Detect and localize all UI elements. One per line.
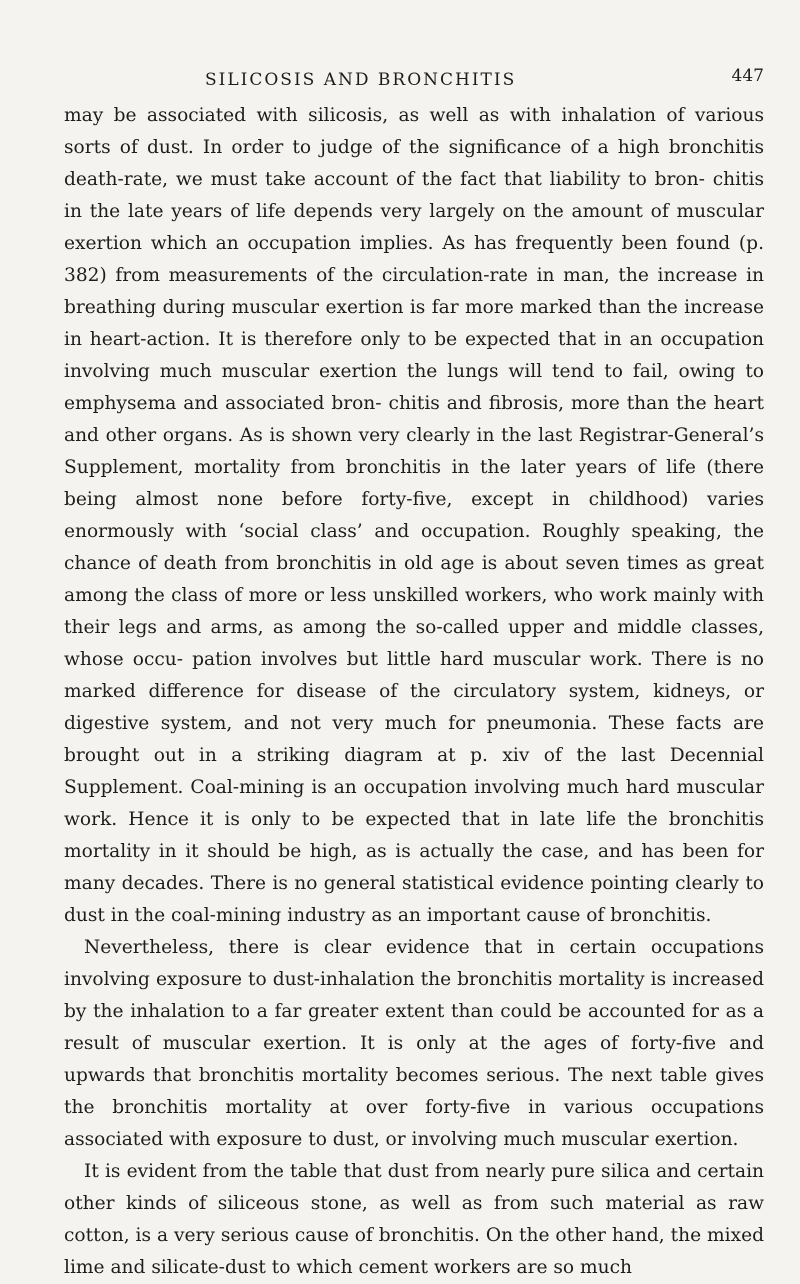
body-text	[64, 100, 764, 1284]
running-head	[64, 66, 764, 94]
running-title: SILICOSIS AND BRONCHITIS	[205, 70, 517, 90]
page-number: 447	[731, 66, 764, 86]
paragraph: Nevertheless, there is clear evidence that in certain occupations involving exposure to dust-inhalation the bronchitis mortality is increased by the inhalation to a far greater extent than could be accounted for as a result of muscular exertion. It is only at the ages of forty-five and upwards that bronchitis mortality becomes serious. The next table gives the bronchitis mortality at over forty-five in various occupations associated with exposure to dust, or involving much muscular exertion.	[64, 937, 764, 1150]
paragraph: It is evident from the table that dust from nearly pure silica and certain other kinds of siliceous stone, as well as from such material as raw cotton, is a very serious cause of bronchitis. On the other hand, the mixed lime and silicate-dust to which cement workers are so much	[64, 1161, 764, 1278]
paragraph: may be associated with silicosis, as well as with inhalation of various sorts of dust. In order to judge of the significance of a high bronchitis death-rate, we must take account of the fact that liability to bron- chitis in the late years of life depends very largely on the amount of muscular exertion which an occupation implies. As has frequently been found (p. 382) from measurements of the circulation-rate in man, the increase in breathing during muscular exertion is far more marked than the increase in heart-action. It is therefore only to be expected that in an occupation involving much muscular exertion the lungs will tend to fail, owing to emphysema and associated bron- chitis and fibrosis, more than the heart and other organs. As is shown very clearly in the last Registrar-General’s Supplement, mortality from bronchitis in the later years of life (there being almost none before forty-five, except in childhood) varies enormously with ‘social class’ and occupation. Roughly speaking, the chance of death from bronchitis in old age is about seven times as great among the class of more or less unskilled workers, who work mainly with their legs and arms, as among the so-called upper and middle classes, whose occu- pation involves but little hard muscular work. There is no marked difference for disease of the circulatory system, kidneys, or digestive system, and not very much for pneumonia. These facts are brought out in a striking diagram at p. xiv of the last Decennial Supplement. Coal-mining is an occupation involving much hard muscular work. Hence it is only to be expected that in late life the bronchitis mortality in it should be high, as is actually the case, and has been for many decades. There is no general statistical evidence pointing clearly to dust in the coal-mining industry as an important cause of bronchitis.	[64, 105, 764, 926]
